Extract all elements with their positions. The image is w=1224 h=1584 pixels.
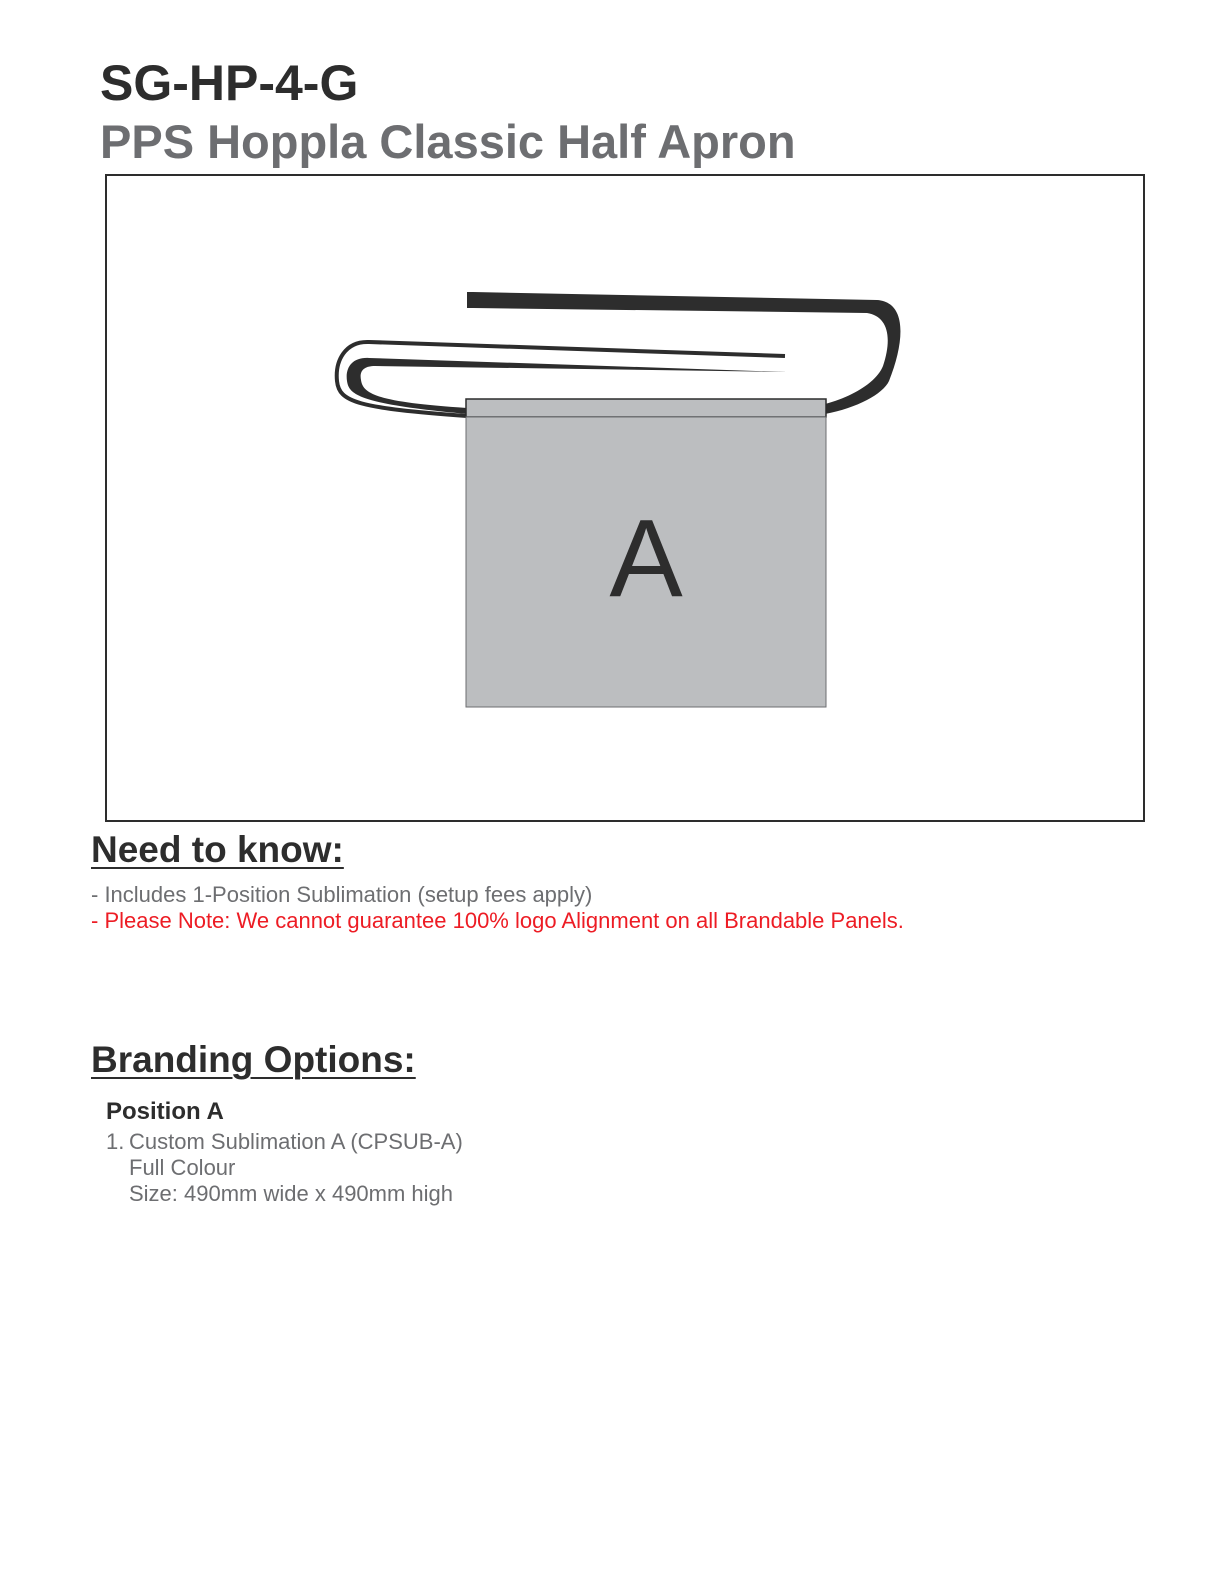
apron-illustration [107,176,1143,820]
apron-waistband [466,399,826,417]
position-a-label: A [609,497,683,620]
need-to-know-heading: Need to know: [91,829,344,870]
option-size: Size: 490mm wide x 490mm high [129,1181,454,1206]
product-code: SG-HP-4-G [100,55,359,111]
option-colour: Full Colour [129,1155,236,1180]
note-alignment-warning: - Please Note: We cannot guarantee 100% logo Alignment on all Brandable Panels. [91,908,904,933]
apron-illustration-frame [105,174,1145,822]
branding-options-heading: Branding Options: [91,1039,416,1080]
option-name: Custom Sublimation A (CPSUB-A) [129,1129,463,1154]
product-name: PPS Hoppla Classic Half Apron [100,115,796,168]
position-a-title: Position A [106,1098,224,1125]
note-sublimation: - Includes 1-Position Sublimation (setup fees apply) [91,882,593,907]
option-number: 1. [106,1129,125,1154]
